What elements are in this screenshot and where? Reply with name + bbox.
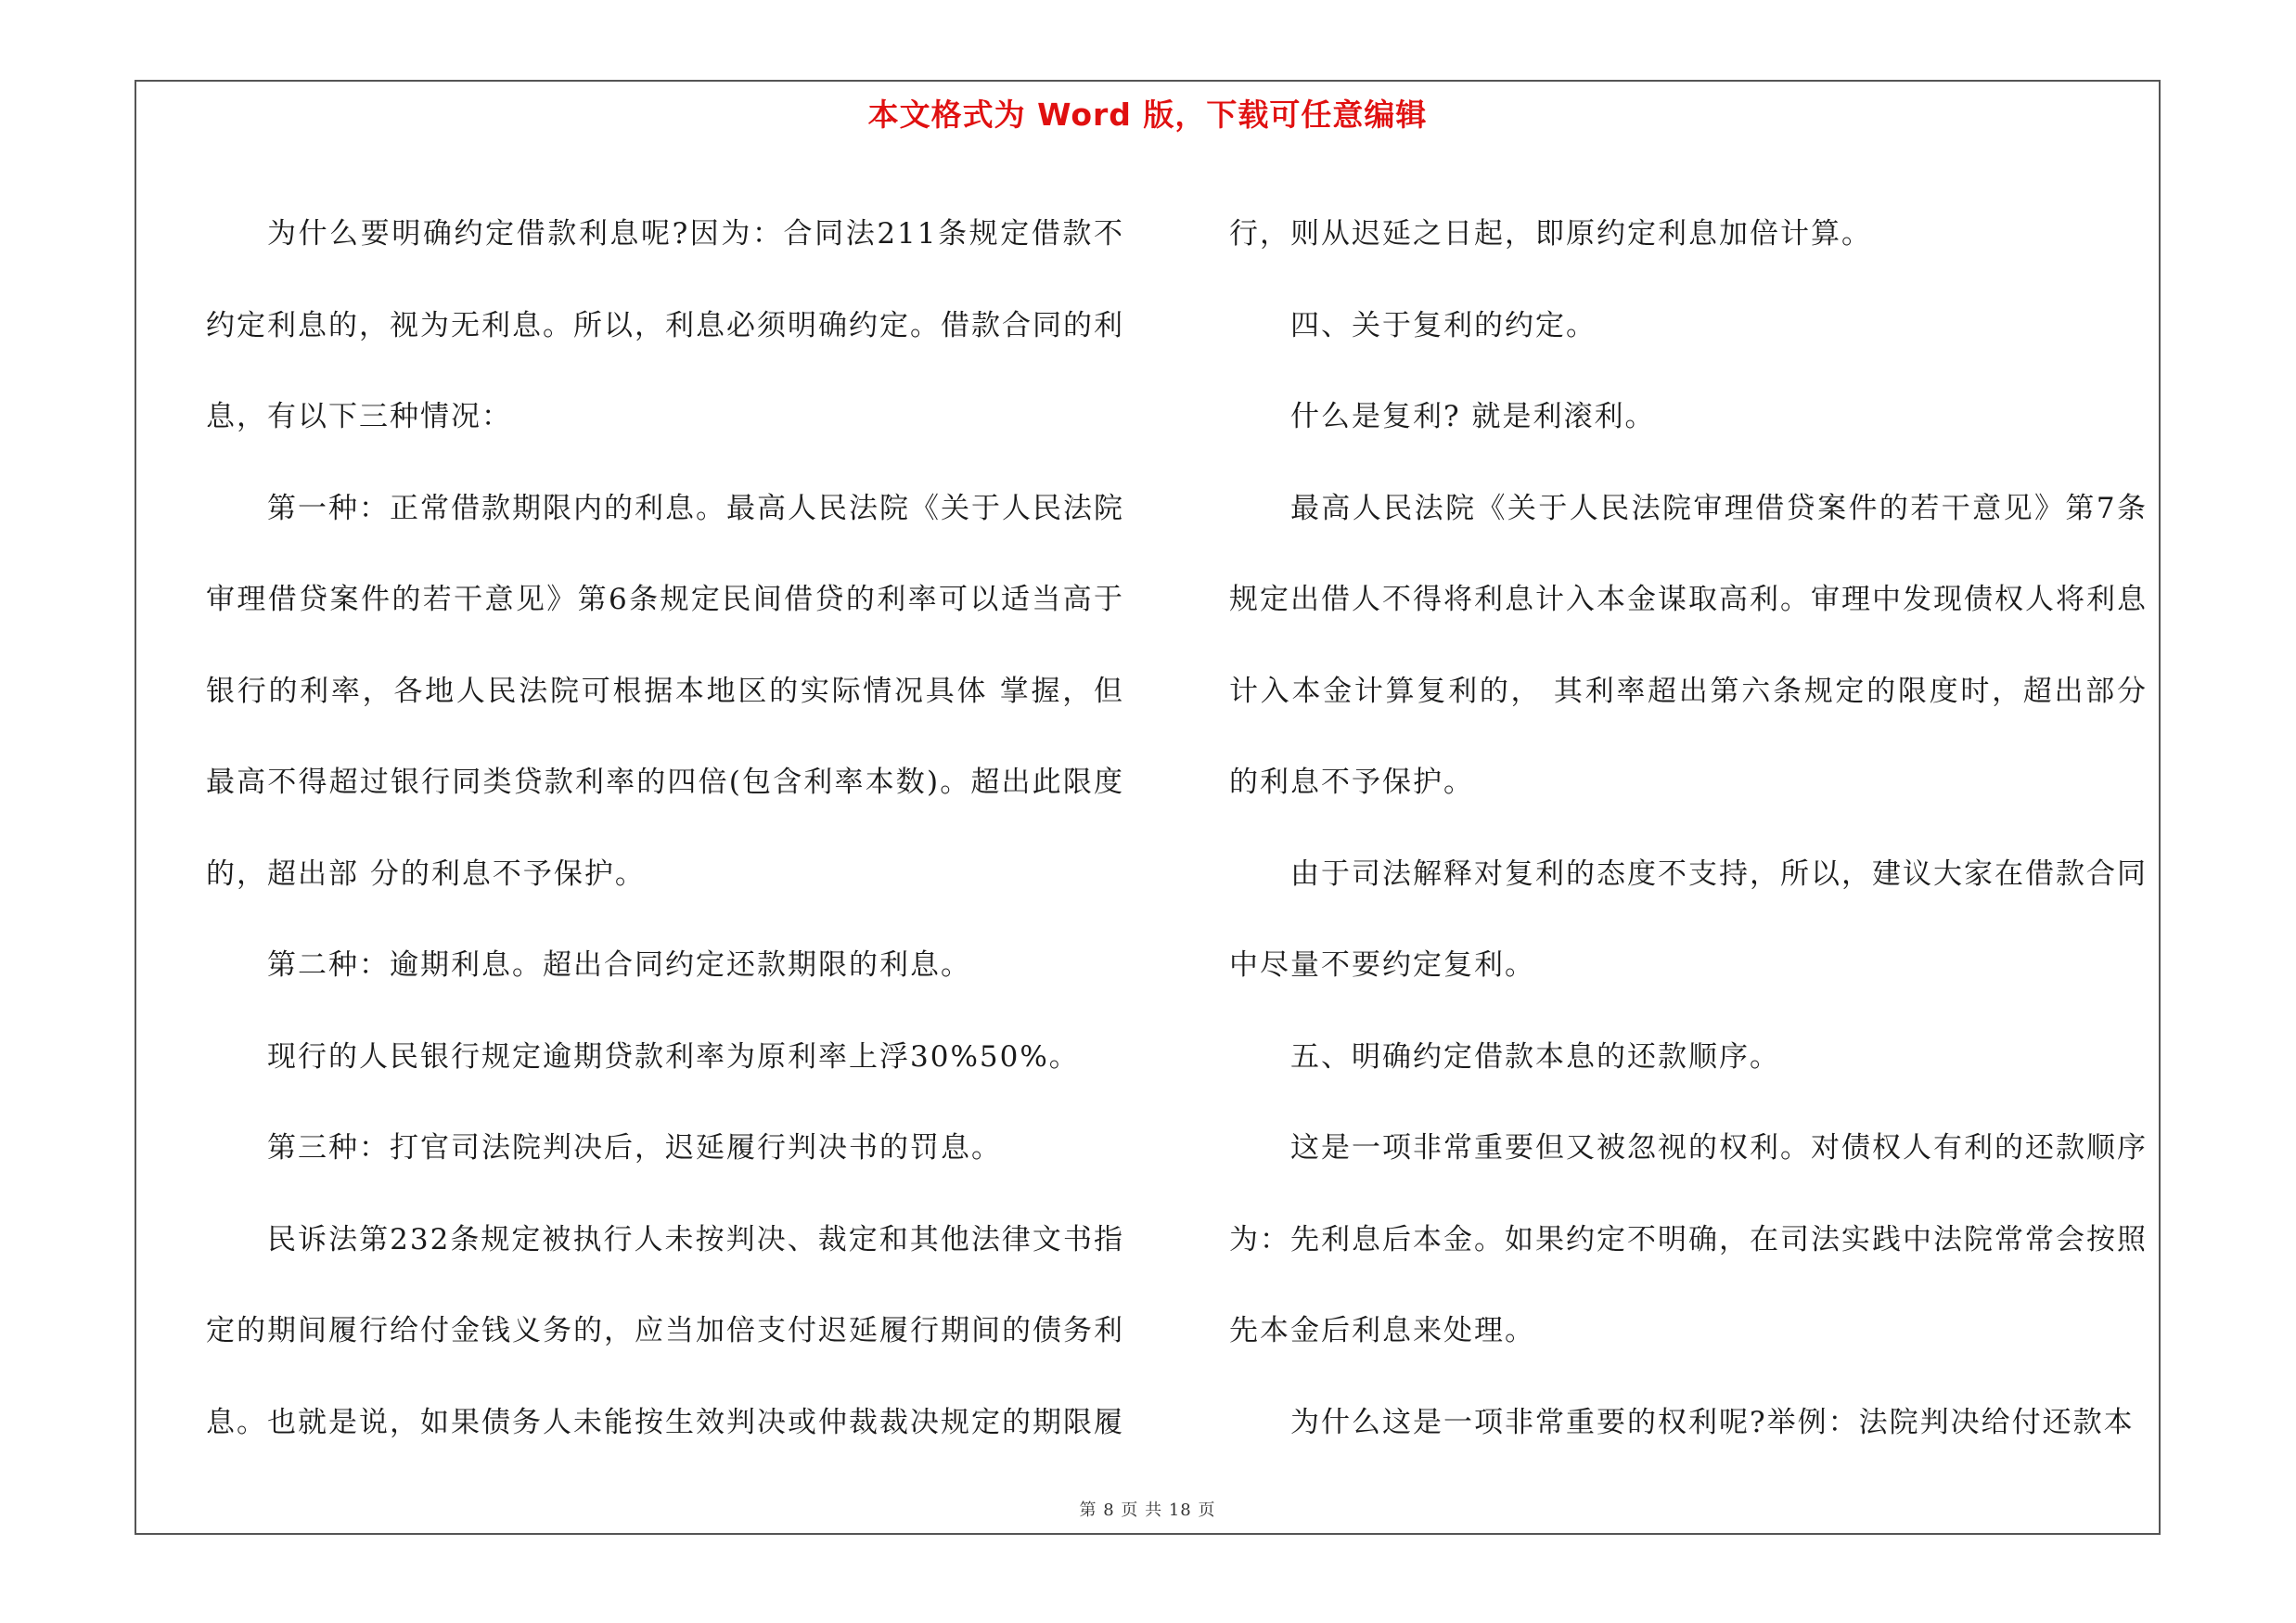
paragraph: 由于司法解释对复利的态度不支持，所以，建议大家在借款合同中尽量不要约定复利。 — [1229, 857, 2148, 982]
section-heading: 四、关于复利的约定。 — [1290, 308, 1597, 342]
paragraph: 什么是复利? 就是利滚利。 — [1290, 400, 1656, 433]
paragraph: 第一种：正常借款期限内的利息。最高人民法院《关于人民法院审理借贷案件的若干意见》第6条规定民间借贷的利率可以适当高于银行的利率，各地人民法院可根据本地区的实际情况具体 掌握，但最高不得超过银行同类贷款利率的四倍(包含利率本数)。超出此限度的，超出部 分的利息不予保护。 — [206, 491, 1124, 891]
paragraph: 为什么这是一项非常重要的权利呢?举例：法院判决给付还款本 — [1290, 1405, 2135, 1439]
paragraph: 最高人民法院《关于人民法院审理借贷案件的若干意见》第7条规定出借人不得将利息计入本金谋取高利。审理中发现债权人将利息计入本金计算复利的， 其利率超出第六条规定的限度时，超出部分的利息不予保护。 — [1229, 491, 2148, 799]
paragraph: 这是一项非常重要但又被忽视的权利。对债权人有利的还款顺序为：先利息后本金。如果约定不明确，在司法实践中法院常常会按照先本金后利息来处理。 — [1229, 1131, 2148, 1347]
paragraph: 现行的人民银行规定逾期贷款利率为原利率上浮30%50%。 — [267, 1039, 1080, 1074]
header-banner: 本文格式为 Word 版，下载可任意编辑 — [867, 97, 1428, 133]
paragraph: 第三种：打官司法院判决后，迟延履行判决书的罚息。 — [267, 1131, 1002, 1165]
page-frame — [135, 80, 2161, 1535]
section-heading: 五、明确约定借款本息的还款顺序。 — [1290, 1039, 1780, 1074]
paragraph-continued: 行，则从迟延之日起，即原约定利息加倍计算。 — [1229, 217, 1872, 251]
paragraph: 为什么要明确约定借款利息呢?因为：合同法211条规定借款不约定利息的，视为无利息。所以，利息必须明确约定。借款合同的利息，有以下三种情况： — [206, 217, 1124, 433]
paragraph: 第二种：逾期利息。超出合同约定还款期限的利息。 — [267, 948, 971, 982]
left-column — [206, 188, 1124, 1468]
page-number: 第 8 页 共 18 页 — [1079, 1501, 1216, 1520]
right-column — [1229, 188, 2148, 1468]
paragraph: 民诉法第232条规定被执行人未按判决、裁定和其他法律文书指定的期间履行给付金钱义务的，应当加倍支付迟延履行期间的债务利息。也就是说，如果债务人未能按生效判决或仲裁裁决规定的期限履 — [206, 1222, 1124, 1439]
